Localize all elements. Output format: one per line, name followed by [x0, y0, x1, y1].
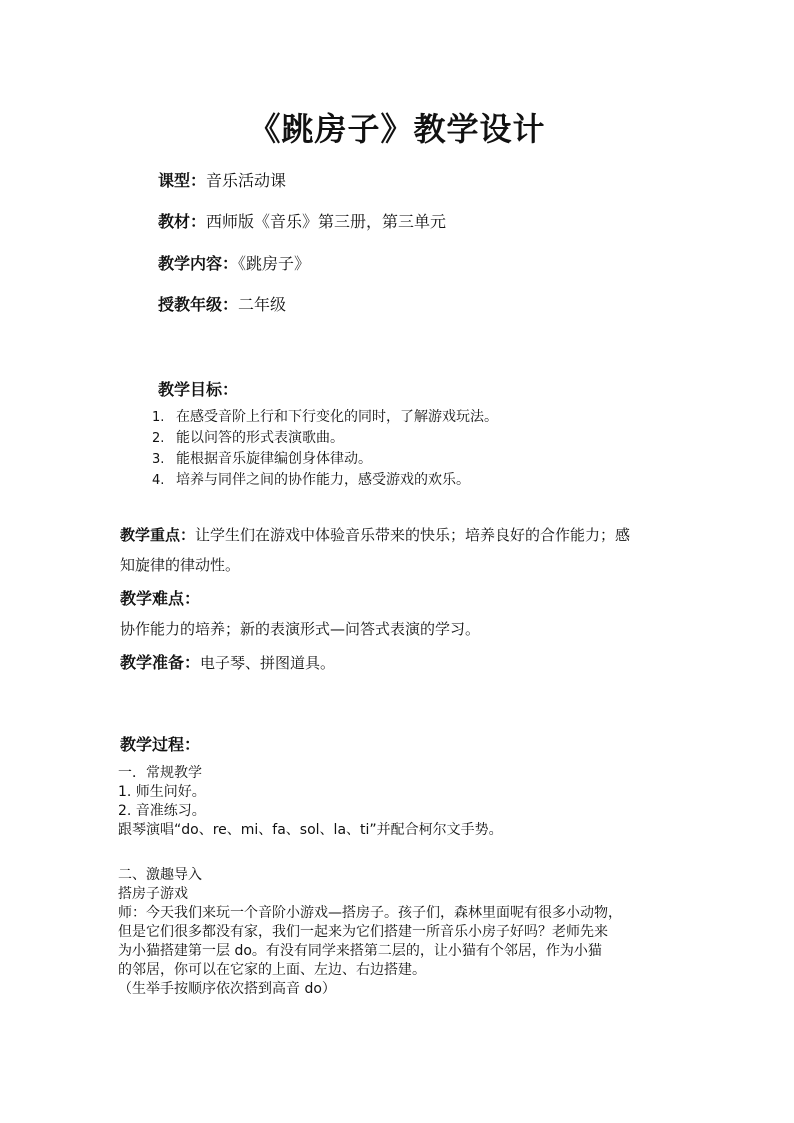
content-value: 《跳房子》	[238, 254, 311, 273]
textbook-label: 教材：	[158, 212, 207, 231]
grade-value: 二年级	[238, 295, 287, 314]
key-points-paragraph	[120, 520, 680, 580]
section-line: 1. 师生问好。	[118, 784, 206, 800]
goal-item	[150, 428, 498, 449]
course-type-value: 音乐活动课	[206, 171, 287, 190]
goal-item	[150, 407, 498, 428]
section-line: 师：今天我们来玩一个音阶小游戏—搭房子。孩子们，森林里面呢有很多小动物，	[118, 905, 622, 921]
goal-number: 1.	[152, 410, 165, 425]
section-title: 一．常规教学	[118, 765, 202, 781]
key-points-line2: 知旋律的律动性。	[120, 556, 241, 574]
preparation-text: 电子琴、拼图道具。	[200, 654, 336, 672]
goal-number: 3.	[152, 452, 165, 467]
course-type-label: 课型：	[158, 171, 207, 190]
content-line	[158, 254, 310, 274]
goal-text: 能以问答的形式表演歌曲。	[176, 430, 344, 446]
section-title: 二、激趣导入	[118, 867, 202, 883]
grade-line	[158, 295, 286, 315]
section-line: 为小猫搭建第一层 do。有没有同学来搭第二层的，让小猫有个邻居，作为小猫	[118, 943, 602, 959]
content-label: 教学内容：	[158, 254, 239, 273]
preparation-label: 教学准备：	[120, 653, 201, 672]
goal-text: 在感受音阶上行和下行变化的同时，了解游戏玩法。	[176, 409, 498, 425]
preparation-line	[120, 650, 335, 673]
grade-label: 授教年级：	[158, 295, 239, 314]
course-type-line	[158, 171, 286, 191]
goal-item	[150, 449, 498, 470]
key-points-label: 教学重点：	[120, 526, 196, 544]
goal-number: 4.	[152, 473, 165, 488]
section-line: 搭房子游戏	[118, 886, 188, 902]
document-title: 《跳房子》教学设计	[248, 110, 546, 148]
difficulties-text: 协作能力的培养；新的表演形式—问答式表演的学习。	[120, 620, 481, 638]
section-line: 2. 音准练习。	[118, 803, 206, 819]
section-routine	[118, 764, 678, 840]
goal-item	[150, 470, 498, 491]
textbook-line	[158, 212, 446, 232]
goal-number: 2.	[152, 431, 165, 446]
goals-list	[150, 407, 498, 491]
section-intro	[118, 866, 678, 999]
goal-text: 能根据音乐旋律编创身体律动。	[176, 451, 372, 467]
key-points-line1: 让学生们在游戏中体验音乐带来的快乐；培养良好的合作能力；感	[195, 526, 631, 544]
textbook-value: 西师版《音乐》第三册，第三单元	[206, 212, 447, 231]
section-line: 跟琴演唱“do、re、mi、fa、sol、la、ti”并配合柯尔文手势。	[118, 822, 503, 838]
goal-text: 培养与同伴之间的协作能力，感受游戏的欢乐。	[176, 472, 470, 488]
section-line: （生举手按顺序依次搭到高音 do）	[118, 981, 336, 997]
section-line: 但是它们很多都没有家，我们一起来为它们搭建一所音乐小房子好吗？老师先来	[118, 924, 608, 940]
section-line: 的邻居，你可以在它家的上面、左边、右边搭建。	[118, 962, 426, 978]
difficulties-label: 教学难点：	[120, 589, 201, 608]
goals-heading: 教学目标：	[158, 380, 239, 399]
process-heading: 教学过程：	[120, 735, 201, 754]
